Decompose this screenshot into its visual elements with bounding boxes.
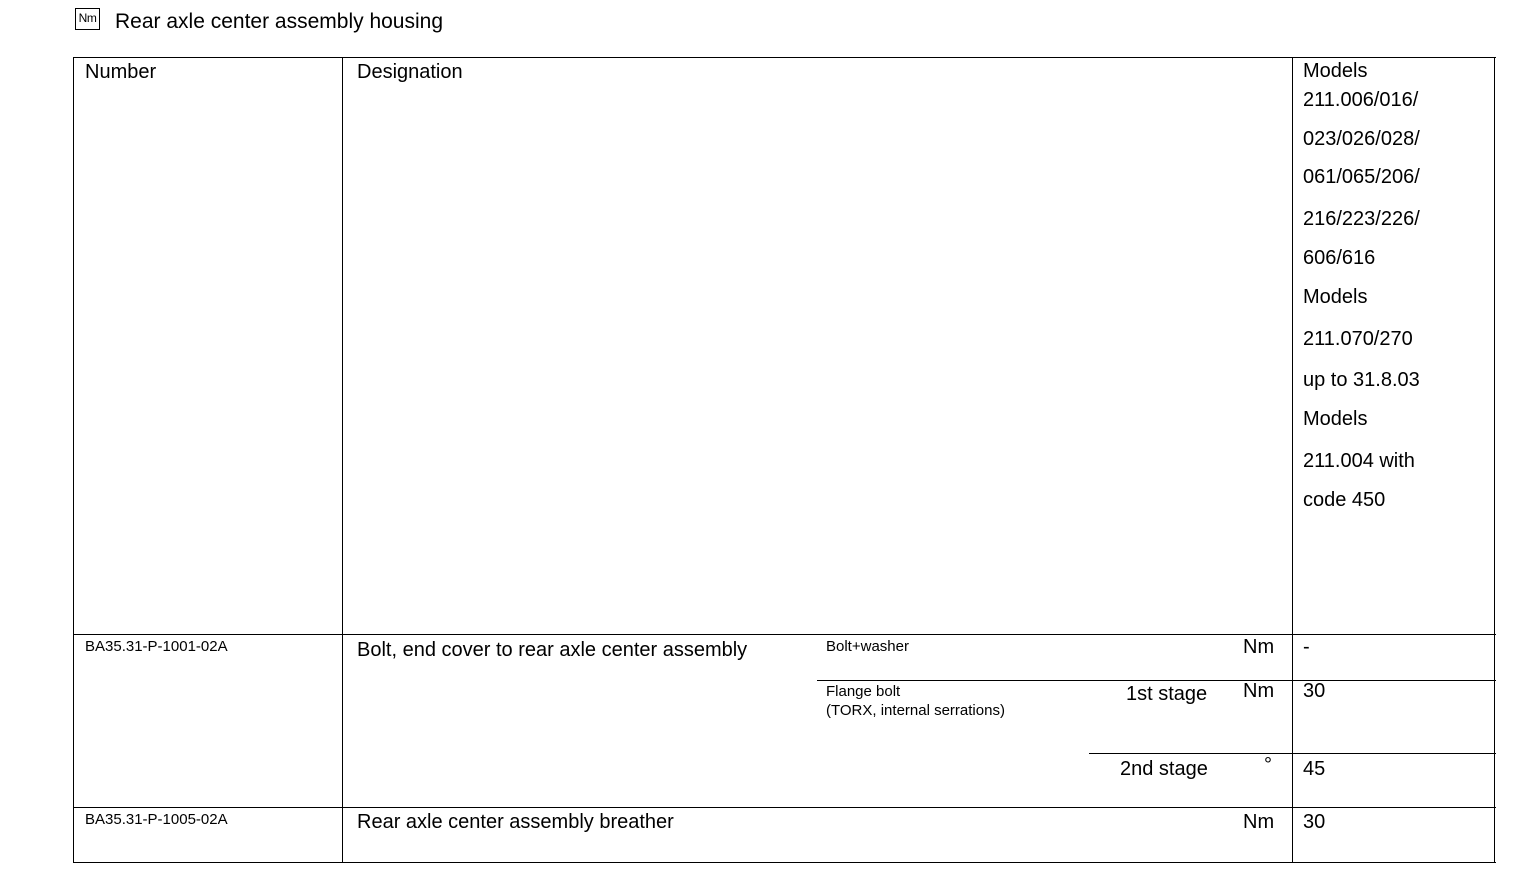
col-header-designation: Designation (357, 61, 463, 83)
unit-nm: Nm (1243, 811, 1275, 833)
models-line: up to 31.8.03 (1303, 369, 1420, 391)
torque-nm-icon: Nm (75, 8, 100, 30)
models-line: Models (1303, 408, 1368, 430)
subrow-divider-stage2 (1089, 753, 1496, 754)
row-number: BA35.31-P-1005-02A (85, 811, 228, 828)
row-number: BA35.31-P-1001-02A (85, 638, 228, 655)
value-cell: 45 (1303, 758, 1326, 780)
models-line: code 450 (1303, 489, 1386, 511)
stage-label: 1st stage (1126, 683, 1208, 705)
header-row-divider (73, 634, 1496, 635)
unit-nm: Nm (1243, 636, 1275, 658)
value-cell: 30 (1303, 680, 1326, 702)
row-designation: Rear axle center assembly breather (357, 811, 674, 833)
sub-label-flange-bolt: Flange bolt (826, 683, 901, 700)
table-left-border (73, 57, 74, 863)
unit-nm: Nm (1243, 680, 1275, 702)
models-line: 211.070/270 (1303, 328, 1413, 350)
models-line: 216/223/226/ (1303, 208, 1420, 230)
stage-label: 2nd stage (1120, 758, 1208, 780)
value-cell: 30 (1303, 811, 1326, 833)
col-divider-number (342, 57, 343, 863)
models-line: 211.006/016/ (1303, 89, 1419, 111)
table-right-border (1494, 57, 1495, 863)
value-cell: - (1303, 636, 1310, 658)
models-line: 211.004 with (1303, 450, 1415, 472)
models-line: 061/065/206/ (1303, 166, 1420, 188)
table-top-border (73, 57, 1496, 58)
subrow-divider-flange (817, 680, 1496, 681)
col-header-number: Number (85, 61, 157, 83)
models-line: Models (1303, 286, 1368, 308)
sub-label-bolt-washer: Bolt+washer (826, 638, 909, 655)
row-designation: Bolt, end cover to rear axle center assembly (357, 639, 748, 661)
page-title: Rear axle center assembly housing (115, 10, 444, 33)
row-divider-breather (73, 807, 1496, 808)
table-bottom-border (73, 862, 1496, 863)
unit-degree: ° (1264, 754, 1272, 776)
col-header-models: Models (1303, 60, 1368, 82)
col-divider-models (1292, 57, 1293, 863)
models-line: 606/616 (1303, 247, 1376, 269)
models-line: 023/026/028/ (1303, 128, 1420, 150)
sub-label-flange-bolt-detail: (TORX, internal serrations) (826, 702, 1005, 719)
